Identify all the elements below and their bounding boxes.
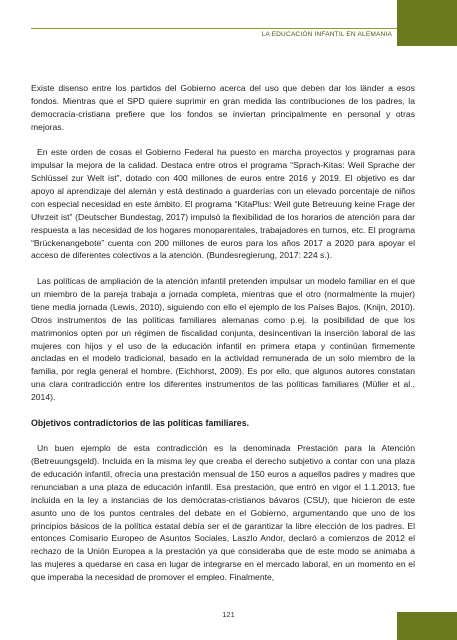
section-heading: Objetivos contradictorios de las políticas familiares.: [31, 417, 250, 428]
paragraph-1: Existe disenso entre los partidos del Gobierno acerca del uso que deben dar los länder a esos fondos. Mientras que el SPD quiere suprimir en gran medida las contribuciones de los padres, la democracia-cristiana prefiere que los fondos se inviertan principalmente en personal y otras mejoras.: [31, 83, 415, 132]
page-number: 121: [222, 610, 235, 619]
paragraph-2: En este orden de cosas el Gobierno Federal ha puesto en marcha proyectos y programas para impulsar la mejora de la calidad. Destaca entre otros el programa “Sprach-Kitas: Weil Sprache der Schlüssel zur Welt ist”, dotado con 400 millones de euros entre 2016 y 2019. El objetivo es dar apoyo al aprendizaje del alemán y está destinado a guarderías con un elevado porcentaje de niños con especial necesidad en este ámbito. El programa “KitaPlus: Weil gute Betreuung keine Frage der Uhrzeit ist” (Deutscher Bundestag, 2017) impulsó la flexibilidad de los horarios de atención para dar respuesta a las necesidad de los hogares monoparentales, trabajadores en turnos, etc. El programa “Brückenangebote” cuenta con 200 millones de euros para los años 2017 a 2020 para apoyar el acceso de diferentes colectivos a la atención. (Bundesregierung, 2017: 224 s.).: [31, 147, 415, 261]
footer-color-bar: [397, 612, 457, 640]
paragraph-4: Un buen ejemplo de esta contradicción es la denominada Prestación para la Atención (Betreuungsgeld). Incluida en la misma ley que creaba el derecho subjetivo a contar con una plaza de educación infantil, ofrecía una prestación mensual de 150 euros a aquellos padres y madres que renunciaban a una plaza de educación infantil. Esa prestación, que entró en vigor el 1.1.2013, fue incluida en la ley a instancias de los demócratas-cristianos bávaros (CSU), que hicieron de este asunto uno de los puntos centrales del debate en el Gobierno, argumentando que uno de los principios básicos de la política estatal debía ser el de garantizar la libre elección de los padres. El entonces Comisario Europeo de Asuntos Sociales, Laszlo Andor, declaró a comienzos de 2012 el rechazo de la Unión Europea a la prestación ya que consideraba que de este modo se animaba a las mujeres a quedarse en casa en lugar de integrarse en el mercado laboral, en un momento en el que imperaba la necesidad de promover el empleo. Finalmente,: [31, 443, 415, 583]
running-head: LA EDUCACIÓN INFANTIL EN ALEMANIA: [261, 31, 392, 38]
page-body: [31, 82, 415, 597]
header-rule: [31, 28, 397, 29]
header-color-bar: [397, 0, 457, 46]
paragraph-3: Las políticas de ampliación de la atención infantil pretenden impulsar un modelo familiar en el que un miembro de la pareja trabaja a jornada completa, mientras que el otro (normalmente la mujer) tiene media jornada (Lewis, 2010), siguiendo con ello el ejemplo de los Países Bajos. (Knijn, 2010). Otros instrumentos de las políticas familiares alemanas como p.ej. la posibilidad de que los matrimonios opten por un régimen de fiscalidad conjunta, desincentivan la inserción laboral de las mujeres con hijos y el uso de la educación infantil en primera etapa y continúan firmemente ancladas en el modelo tradicional, basado en la actividad remunerada de un solo miembro de la familia, por regla general el hombre. (Eichhorst, 2009). Es por ello, que algunos autores constatan una clara contradicción entre los diferentes instrumentos de las políticas familiares (Müller et al., 2014).: [31, 275, 415, 403]
